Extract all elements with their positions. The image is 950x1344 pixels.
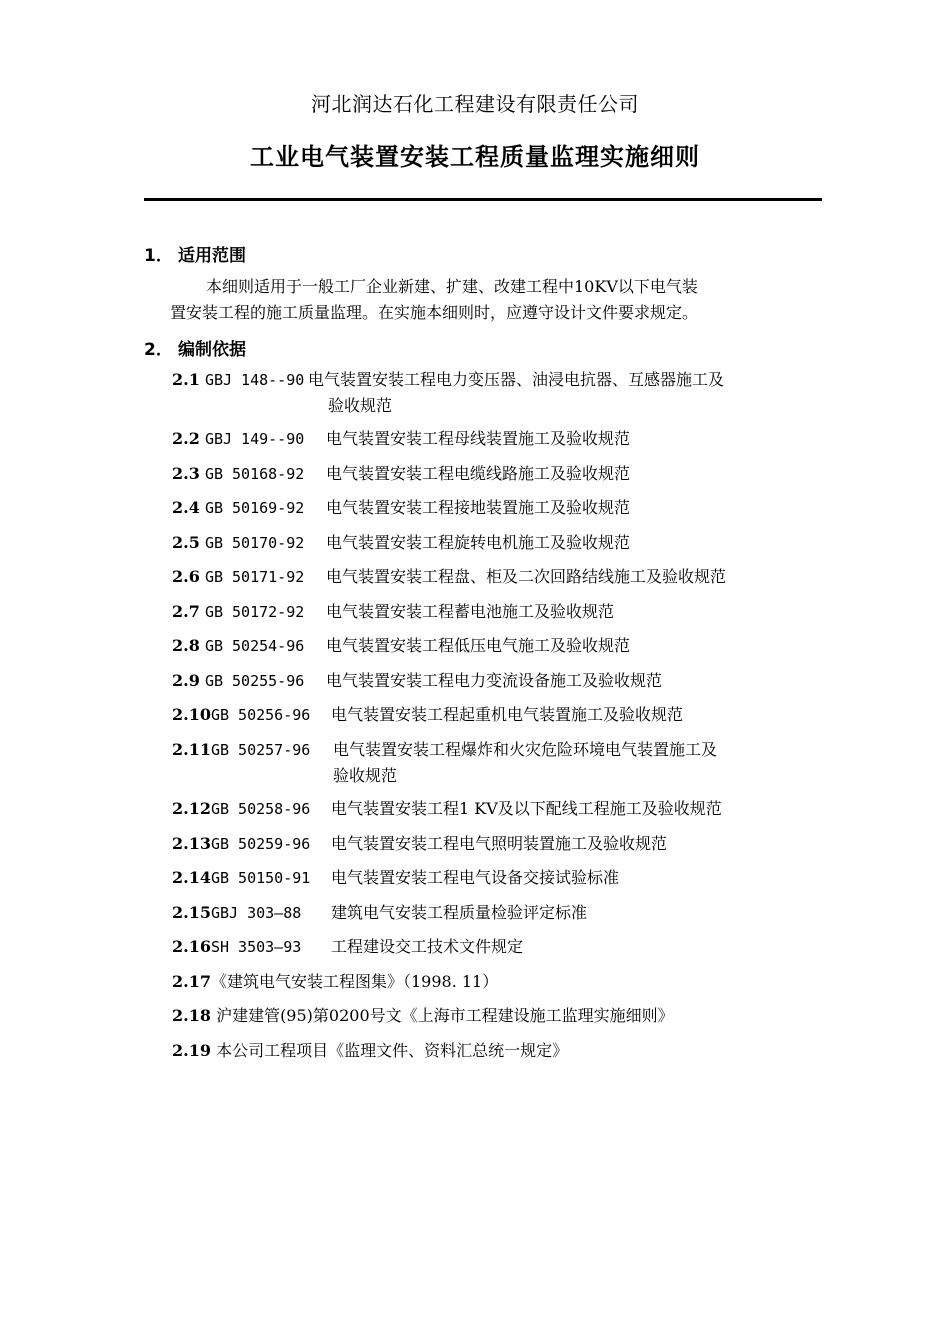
reference-text: 沪建建管(95)第0200号文《上海市工程建设施工监理实施细则》	[216, 1006, 674, 1025]
reference-title: 电气装置安装工程起重机电气装置施工及验收规范	[331, 705, 684, 724]
reference-title-line: 电气装置安装工程电力变压器、油浸电抗器、互感器施工及	[308, 370, 725, 389]
company-name: 河北润达石化工程建设有限责任公司	[311, 92, 639, 116]
reference-code: GBJ 148--90	[204, 371, 305, 389]
reference-code: GBJ 303—88	[210, 904, 302, 922]
reference-number: 2.10	[172, 705, 211, 724]
reference-code: GB 50168-92	[204, 465, 305, 483]
reference-item	[172, 865, 822, 891]
reference-number: 2.1	[172, 370, 200, 389]
reference-text: 本公司工程项目《监理文件、资料汇总统一规定》	[216, 1041, 569, 1060]
reference-title: 电气装置安装工程旋转电机施工及验收规范	[326, 533, 631, 552]
reference-code: GB 50171-92	[204, 568, 305, 586]
reference-code: GB 50169-92	[204, 499, 305, 517]
reference-title: 电气装置安装工程母线装置施工及验收规范	[326, 429, 631, 448]
reference-number: 2.18	[172, 1006, 211, 1025]
reference-number: 2.4	[172, 498, 200, 517]
reference-title	[333, 737, 833, 789]
reference-title-line: 验收规范	[333, 766, 398, 785]
reference-number: 2.12	[172, 799, 211, 818]
section-number: 1．	[144, 246, 173, 266]
reference-code: GB 50150-91	[210, 869, 311, 887]
reference-code: SH 3503—93	[210, 938, 302, 956]
reference-number: 2.3	[172, 464, 200, 483]
reference-item	[172, 831, 822, 857]
reference-item	[172, 599, 822, 625]
reference-title	[308, 367, 808, 419]
reference-number: 2.8	[172, 636, 200, 655]
reference-number: 2.13	[172, 834, 211, 853]
reference-item	[172, 1038, 822, 1064]
reference-code: GBJ 149--90	[204, 430, 305, 448]
section-2-heading	[144, 335, 246, 360]
reference-number: 2.14	[172, 868, 211, 887]
reference-title: 电气装置安装工程电力变流设备施工及验收规范	[326, 671, 663, 690]
reference-item	[172, 367, 822, 415]
reference-item	[172, 796, 822, 822]
section-title: 适用范围	[178, 246, 246, 266]
reference-number: 2.15	[172, 903, 211, 922]
reference-item	[172, 668, 822, 694]
reference-item	[172, 461, 822, 487]
reference-item	[172, 633, 822, 659]
reference-title: 电气装置安装工程低压电气施工及验收规范	[326, 636, 631, 655]
reference-code: GB 50255-96	[204, 672, 305, 690]
reference-item	[172, 737, 822, 785]
reference-title: 电气装置安装工程接地装置施工及验收规范	[326, 498, 631, 517]
reference-title: 电气装置安装工程电气照明装置施工及验收规范	[331, 834, 668, 853]
reference-number: 2.19	[172, 1041, 211, 1060]
section-title: 编制依据	[178, 340, 246, 360]
reference-code: GB 50254-96	[204, 637, 305, 655]
header-divider	[144, 198, 822, 201]
reference-item	[172, 900, 822, 926]
reference-code: GB 50256-96	[210, 706, 311, 724]
reference-item	[172, 969, 822, 995]
reference-title-line: 电气装置安装工程爆炸和火灾危险环境电气装置施工及	[333, 740, 718, 759]
reference-item	[172, 426, 822, 452]
reference-number: 2.17	[172, 972, 211, 991]
reference-title: 电气装置安装工程电缆线路施工及验收规范	[326, 464, 631, 483]
reference-title: 建筑电气安装工程质量检验评定标准	[331, 903, 588, 922]
reference-title: 电气装置安装工程1 KV及以下配线工程施工及验收规范	[331, 799, 722, 818]
reference-item	[172, 702, 822, 728]
reference-number: 2.5	[172, 533, 200, 552]
reference-title: 电气装置安装工程蓄电池施工及验收规范	[326, 602, 615, 621]
reference-item	[172, 495, 822, 521]
reference-number: 2.6	[172, 567, 200, 586]
reference-code: GB 50257-96	[210, 741, 311, 759]
reference-item	[172, 564, 822, 590]
reference-item	[172, 934, 822, 960]
reference-item	[172, 1003, 822, 1029]
reference-number: 2.2	[172, 429, 200, 448]
reference-code: GB 50258-96	[210, 800, 311, 818]
section-1-body	[170, 274, 820, 326]
section-number: 2．	[144, 340, 173, 360]
reference-title: 电气装置安装工程盘、柜及二次回路结线施工及验收规范	[326, 567, 727, 586]
reference-code: GB 50172-92	[204, 603, 305, 621]
reference-number: 2.9	[172, 671, 200, 690]
reference-title-line: 验收规范	[328, 396, 393, 415]
reference-item	[172, 530, 822, 556]
reference-title: 工程建设交工技术文件规定	[331, 937, 524, 956]
body-line: 置安装工程的施工质量监理。在实施本细则时，应遵守设计文件要求规定。	[170, 303, 699, 322]
reference-number: 2.7	[172, 602, 200, 621]
reference-number: 2.11	[172, 740, 211, 759]
reference-code: GB 50259-96	[210, 835, 311, 853]
reference-title: 电气装置安装工程电气设备交接试验标准	[331, 868, 620, 887]
reference-number: 2.16	[172, 937, 211, 956]
section-1-heading	[144, 241, 246, 266]
document-title: 工业电气装置安装工程质量监理实施细则	[250, 143, 700, 171]
reference-text: 《建筑电气安装工程图集》（1998. 11）	[210, 972, 499, 991]
body-line: 本细则适用于一般工厂企业新建、扩建、改建工程中10KV以下电气装	[206, 277, 698, 296]
reference-code: GB 50170-92	[204, 534, 305, 552]
